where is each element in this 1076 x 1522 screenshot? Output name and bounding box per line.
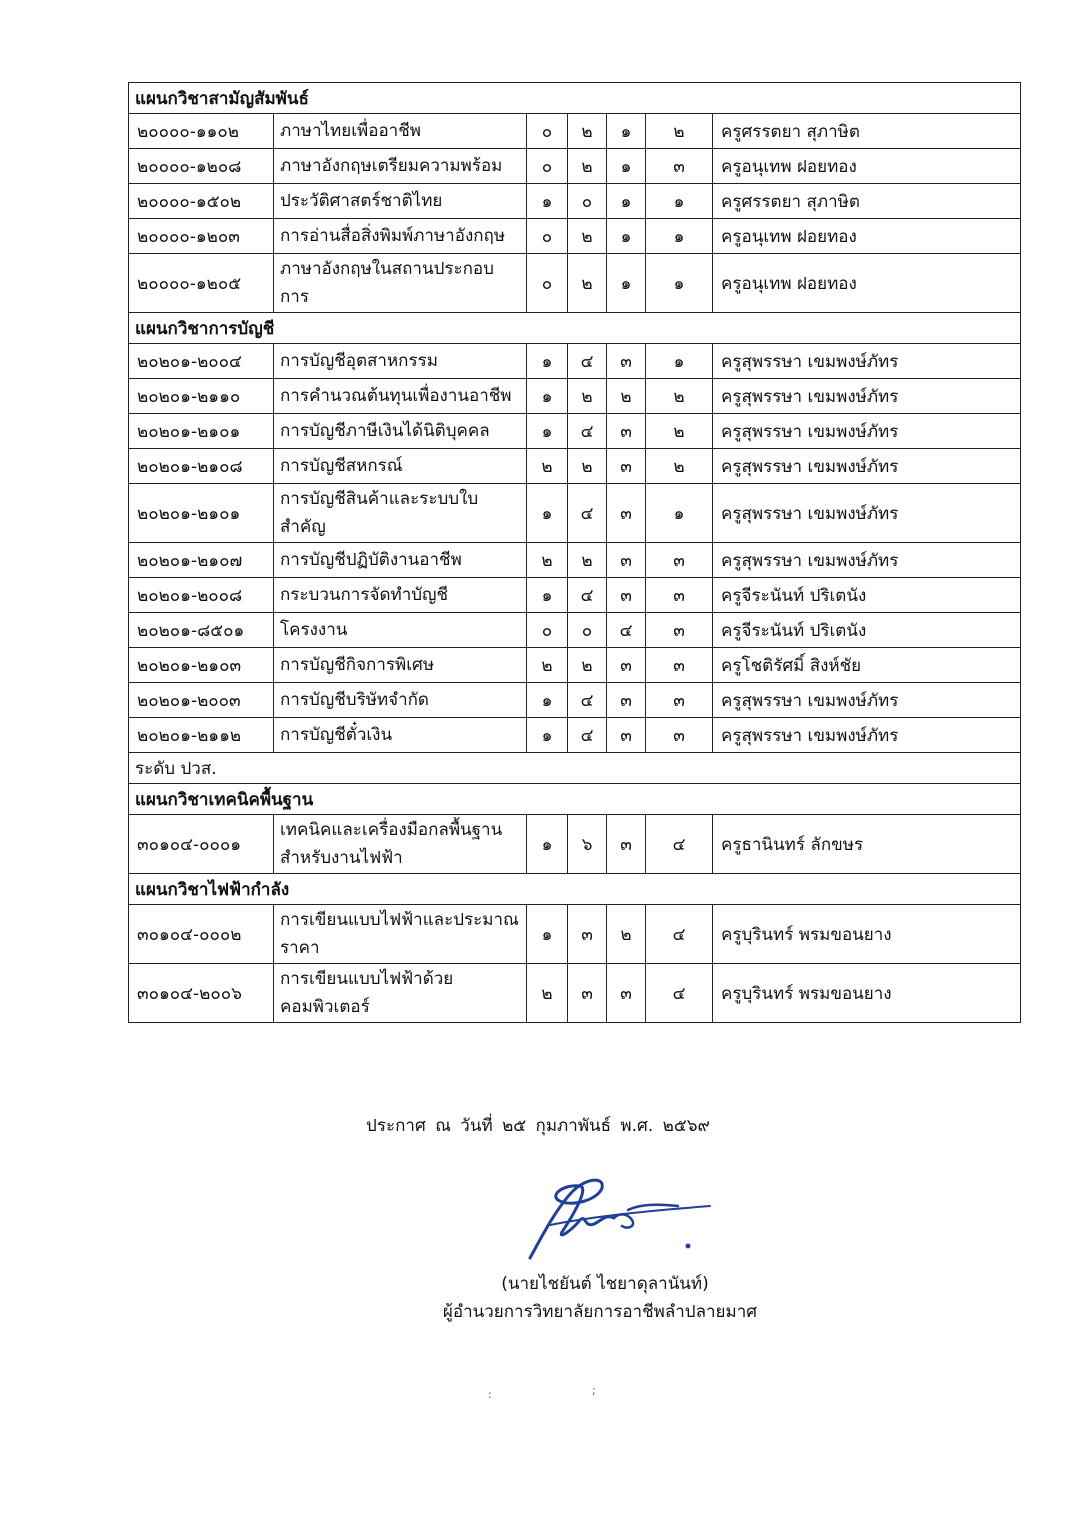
practice-hours: ๔ <box>568 484 607 543</box>
course-row <box>129 648 1021 683</box>
course-name: โครงงาน <box>274 613 527 648</box>
course-code: ๒๐๒๐๑-๒๑๑๐ <box>129 379 274 414</box>
practice-hours: ๒ <box>568 254 607 313</box>
course-code: ๒๐๒๐๑-๒๑๑๒ <box>129 718 274 753</box>
credits: ๓ <box>607 815 646 874</box>
practice-hours: ๒ <box>568 379 607 414</box>
teacher-name: ครูสุพรรษา เขมพงษ์ภัทร <box>713 543 1021 578</box>
course-row <box>129 379 1021 414</box>
course-code: ๒๐๐๐๐-๑๑๐๒ <box>129 114 274 149</box>
theory-hours: ๐ <box>527 613 568 648</box>
credits: ๓ <box>607 648 646 683</box>
practice-hours: ๐ <box>568 613 607 648</box>
course-schedule-table <box>128 82 1021 1023</box>
scan-speck: : <box>488 1388 492 1401</box>
teacher-name: ครูสุพรรษา เขมพงษ์ภัทร <box>713 379 1021 414</box>
practice-hours: ๐ <box>568 184 607 219</box>
course-row <box>129 484 1021 543</box>
department-title: แผนกวิชาเทคนิคพื้นฐาน <box>129 784 1021 815</box>
department-header-row <box>129 83 1021 114</box>
course-row <box>129 683 1021 718</box>
course-code: ๒๐๒๐๑-๒๐๐๘ <box>129 578 274 613</box>
course-code: ๓๐๑๐๔-๐๐๐๑ <box>129 815 274 874</box>
group-number: ๑ <box>646 344 713 379</box>
credits: ๓ <box>607 543 646 578</box>
course-name: ประวัติศาสตร์ชาติไทย <box>274 184 527 219</box>
teacher-name: ครูสุพรรษา เขมพงษ์ภัทร <box>713 683 1021 718</box>
group-number: ๓ <box>646 718 713 753</box>
department-title: แผนกวิชาสามัญสัมพันธ์ <box>129 83 1021 114</box>
course-row <box>129 219 1021 254</box>
practice-hours: ๔ <box>568 718 607 753</box>
teacher-name: ครูจีระนันท์ ปริเตนัง <box>713 578 1021 613</box>
theory-hours: ๑ <box>527 578 568 613</box>
group-number: ๓ <box>646 648 713 683</box>
course-code: ๒๐๒๐๑-๒๐๐๓ <box>129 683 274 718</box>
theory-hours: ๑ <box>527 379 568 414</box>
practice-hours: ๒ <box>568 543 607 578</box>
theory-hours: ๐ <box>527 219 568 254</box>
credits: ๓ <box>607 344 646 379</box>
credits: ๑ <box>607 149 646 184</box>
course-row <box>129 254 1021 313</box>
credits: ๓ <box>607 414 646 449</box>
course-row <box>129 543 1021 578</box>
theory-hours: ๑ <box>527 718 568 753</box>
theory-hours: ๑ <box>527 815 568 874</box>
group-number: ๑ <box>646 254 713 313</box>
teacher-name: ครูสุพรรษา เขมพงษ์ภัทร <box>713 718 1021 753</box>
teacher-name: ครูสุพรรษา เขมพงษ์ภัทร <box>713 344 1021 379</box>
theory-hours: ๒ <box>527 964 568 1023</box>
group-number: ๓ <box>646 149 713 184</box>
credits: ๔ <box>607 613 646 648</box>
course-name: การอ่านสื่อสิ่งพิมพ์ภาษาอังกฤษ <box>274 219 527 254</box>
theory-hours: ๑ <box>527 344 568 379</box>
course-name: เทคนิคและเครื่องมือกลพื้นฐานสำหรับงานไฟฟ้า <box>274 815 527 874</box>
course-name: การบัญชีปฏิบัติงานอาชีพ <box>274 543 527 578</box>
credits: ๓ <box>607 578 646 613</box>
credits: ๓ <box>607 449 646 484</box>
department-header-row <box>129 784 1021 815</box>
department-title: แผนกวิชาไฟฟ้ากำลัง <box>129 874 1021 905</box>
credits: ๑ <box>607 254 646 313</box>
group-number: ๑ <box>646 484 713 543</box>
practice-hours: ๒ <box>568 648 607 683</box>
theory-hours: ๑ <box>527 905 568 964</box>
course-code: ๒๐๒๐๑-๒๑๐๑ <box>129 484 274 543</box>
practice-hours: ๒ <box>568 449 607 484</box>
course-row <box>129 149 1021 184</box>
practice-hours: ๔ <box>568 414 607 449</box>
course-row <box>129 815 1021 874</box>
department-header-row <box>129 313 1021 344</box>
credits: ๒ <box>607 379 646 414</box>
course-code: ๓๐๑๐๔-๐๐๐๒ <box>129 905 274 964</box>
course-code: ๒๐๒๐๑-๒๑๐๑ <box>129 414 274 449</box>
course-code: ๒๐๐๐๐-๑๒๐๕ <box>129 254 274 313</box>
practice-hours: ๔ <box>568 683 607 718</box>
announcement-date: ประกาศ ณ วันที่ ๒๕ กุมภาพันธ์ พ.ศ. ๒๕๖๙ <box>366 1116 710 1136</box>
course-row <box>129 114 1021 149</box>
theory-hours: ๐ <box>527 114 568 149</box>
course-name: การบัญชีกิจการพิเศษ <box>274 648 527 683</box>
teacher-name: ครูสุพรรษา เขมพงษ์ภัทร <box>713 414 1021 449</box>
group-number: ๔ <box>646 905 713 964</box>
course-code: ๒๐๒๐๑-๘๕๐๑ <box>129 613 274 648</box>
course-name: กระบวนการจัดทำบัญชี <box>274 578 527 613</box>
theory-hours: ๒ <box>527 543 568 578</box>
course-row <box>129 718 1021 753</box>
signature <box>510 1170 730 1270</box>
theory-hours: ๐ <box>527 254 568 313</box>
theory-hours: ๑ <box>527 484 568 543</box>
credits: ๓ <box>607 964 646 1023</box>
level-header-row <box>129 753 1021 784</box>
group-number: ๑ <box>646 219 713 254</box>
course-name: ภาษาอังกฤษในสถานประกอบการ <box>274 254 527 313</box>
teacher-name: ครูอนุเทพ ฝอยทอง <box>713 149 1021 184</box>
level-title: ระดับ ปวส. <box>129 753 1021 784</box>
teacher-name: ครูอนุเทพ ฝอยทอง <box>713 254 1021 313</box>
group-number: ๓ <box>646 543 713 578</box>
credits: ๑ <box>607 184 646 219</box>
practice-hours: ๔ <box>568 344 607 379</box>
practice-hours: ๓ <box>568 905 607 964</box>
group-number: ๓ <box>646 683 713 718</box>
teacher-name: ครูศรรตยา สุภาษิต <box>713 184 1021 219</box>
teacher-name: ครูสุพรรษา เขมพงษ์ภัทร <box>713 449 1021 484</box>
practice-hours: ๒ <box>568 149 607 184</box>
course-name: การเขียนแบบไฟฟ้าด้วยคอมพิวเตอร์ <box>274 964 527 1023</box>
group-number: ๓ <box>646 578 713 613</box>
course-row <box>129 905 1021 964</box>
group-number: ๑ <box>646 184 713 219</box>
course-code: ๒๐๒๐๑-๒๐๐๔ <box>129 344 274 379</box>
course-name: ภาษาอังกฤษเตรียมความพร้อม <box>274 149 527 184</box>
theory-hours: ๑ <box>527 184 568 219</box>
course-row <box>129 613 1021 648</box>
course-name: การบัญชีภาษีเงินได้นิติบุคคล <box>274 414 527 449</box>
credits: ๑ <box>607 219 646 254</box>
course-row <box>129 344 1021 379</box>
course-name: ภาษาไทยเพื่ออาชีพ <box>274 114 527 149</box>
credits: ๒ <box>607 905 646 964</box>
course-name: การบัญชีสินค้าและระบบใบสำคัญ <box>274 484 527 543</box>
theory-hours: ๑ <box>527 414 568 449</box>
practice-hours: ๖ <box>568 815 607 874</box>
department-title: แผนกวิชาการบัญชี <box>129 313 1021 344</box>
theory-hours: ๒ <box>527 449 568 484</box>
credits: ๓ <box>607 484 646 543</box>
course-code: ๓๐๑๐๔-๒๐๐๖ <box>129 964 274 1023</box>
teacher-name: ครูธานินทร์ ลักขษร <box>713 815 1021 874</box>
course-code: ๒๐๐๐๐-๑๒๐๘ <box>129 149 274 184</box>
group-number: ๔ <box>646 815 713 874</box>
group-number: ๒ <box>646 449 713 484</box>
teacher-name: ครูบุรินทร์ พรมขอนยาง <box>713 905 1021 964</box>
theory-hours: ๐ <box>527 149 568 184</box>
signer-name: (นายไชยันต์ ไชยาดุลานันท์) <box>501 1274 709 1294</box>
course-row <box>129 449 1021 484</box>
course-name: การเขียนแบบไฟฟ้าและประมาณราคา <box>274 905 527 964</box>
teacher-name: ครูโชติรัศมิ์ สิงห์ชัย <box>713 648 1021 683</box>
practice-hours: ๒ <box>568 219 607 254</box>
department-header-row <box>129 874 1021 905</box>
group-number: ๒ <box>646 414 713 449</box>
course-code: ๒๐๒๐๑-๒๑๐๓ <box>129 648 274 683</box>
credits: ๓ <box>607 718 646 753</box>
signer-position: ผู้อำนวยการวิทยาลัยการอาชีพลำปลายมาศ <box>442 1302 758 1322</box>
course-code: ๒๐๒๐๑-๒๑๐๘ <box>129 449 274 484</box>
group-number: ๒ <box>646 379 713 414</box>
practice-hours: ๔ <box>568 578 607 613</box>
teacher-name: ครูศรรตยา สุภาษิต <box>713 114 1021 149</box>
course-name: การบัญชีบริษัทจำกัด <box>274 683 527 718</box>
course-name: การบัญชีสหกรณ์ <box>274 449 527 484</box>
course-row <box>129 964 1021 1023</box>
course-name: การบัญชีตั๋วเงิน <box>274 718 527 753</box>
group-number: ๒ <box>646 114 713 149</box>
course-code: ๒๐๐๐๐-๑๕๐๒ <box>129 184 274 219</box>
theory-hours: ๒ <box>527 648 568 683</box>
scan-speck: ; <box>592 1384 596 1397</box>
practice-hours: ๓ <box>568 964 607 1023</box>
teacher-name: ครูอนุเทพ ฝอยทอง <box>713 219 1021 254</box>
teacher-name: ครูจีระนันท์ ปริเตนัง <box>713 613 1021 648</box>
course-name: การคำนวณต้นทุนเพื่องานอาชีพ <box>274 379 527 414</box>
teacher-name: ครูบุรินทร์ พรมขอนยาง <box>713 964 1021 1023</box>
teacher-name: ครูสุพรรษา เขมพงษ์ภัทร <box>713 484 1021 543</box>
course-row <box>129 414 1021 449</box>
practice-hours: ๒ <box>568 114 607 149</box>
course-code: ๒๐๐๐๐-๑๒๐๓ <box>129 219 274 254</box>
course-row <box>129 184 1021 219</box>
credits: ๑ <box>607 114 646 149</box>
theory-hours: ๑ <box>527 683 568 718</box>
course-name: การบัญชีอุตสาหกรรม <box>274 344 527 379</box>
credits: ๓ <box>607 683 646 718</box>
course-code: ๒๐๒๐๑-๒๑๐๗ <box>129 543 274 578</box>
course-row <box>129 578 1021 613</box>
group-number: ๔ <box>646 964 713 1023</box>
group-number: ๓ <box>646 613 713 648</box>
